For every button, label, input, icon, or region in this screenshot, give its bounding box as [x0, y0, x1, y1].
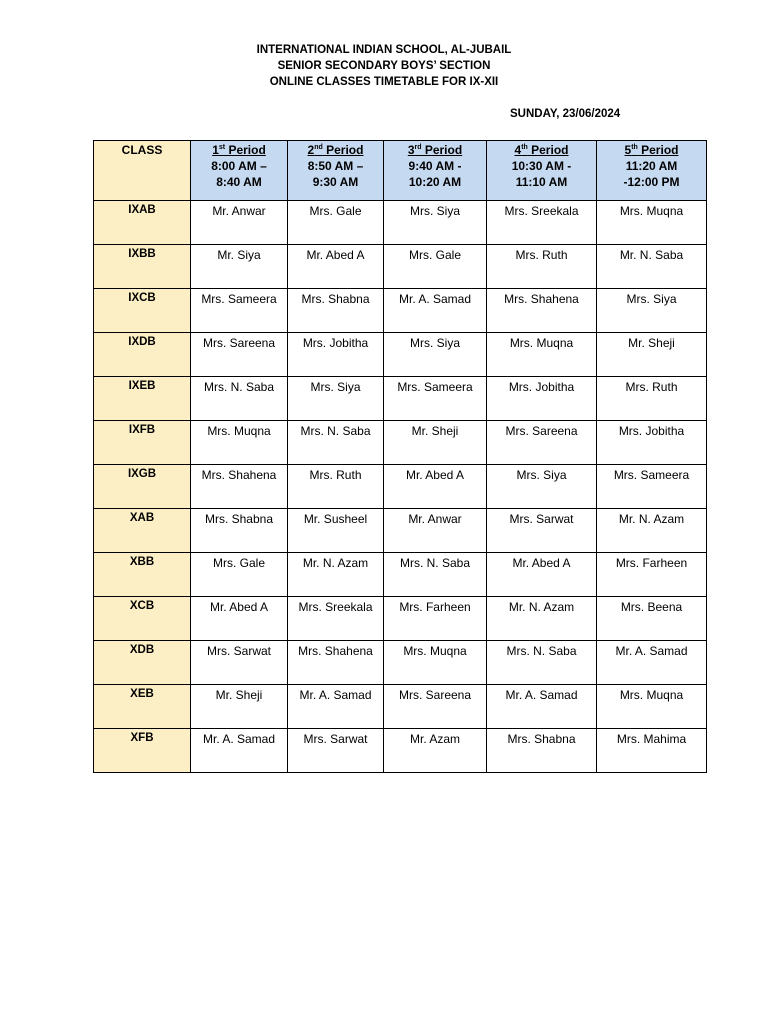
- period-title: 1st Period: [212, 143, 266, 157]
- teacher-cell: Mrs. Gale: [288, 201, 384, 245]
- period-end-time: 11:10 AM: [515, 175, 568, 189]
- period-header-4: [487, 141, 597, 201]
- teacher-cell: Mrs. Muqna: [597, 201, 707, 245]
- teacher-cell: Mrs. Farheen: [384, 597, 487, 641]
- table-row: [94, 289, 707, 333]
- period-title: 4th Period: [514, 143, 569, 157]
- class-name-cell: IXCB: [94, 289, 191, 333]
- teacher-cell: Mr. Anwar: [191, 201, 288, 245]
- table-row: [94, 597, 707, 641]
- teacher-cell: Mr. Sheji: [597, 333, 707, 377]
- teacher-cell: Mr. Sheji: [384, 421, 487, 465]
- period-start-time: 9:40 AM -: [408, 159, 462, 173]
- timetable-date: SUNDAY, 23/06/2024: [510, 108, 621, 120]
- period-header-5: [597, 141, 707, 201]
- teacher-cell: Mr. A. Samad: [288, 685, 384, 729]
- table-row: [94, 553, 707, 597]
- class-name-cell: XBB: [94, 553, 191, 597]
- teacher-cell: Mr. N. Azam: [597, 509, 707, 553]
- teacher-cell: Mrs. Siya: [487, 465, 597, 509]
- header-row: [94, 141, 707, 201]
- teacher-cell: Mr. Abed A: [487, 553, 597, 597]
- teacher-cell: Mrs. Gale: [191, 553, 288, 597]
- teacher-cell: Mrs. Muqna: [487, 333, 597, 377]
- class-name-cell: IXFB: [94, 421, 191, 465]
- class-name-cell: XAB: [94, 509, 191, 553]
- period-end-time: 10:20 AM: [408, 175, 462, 189]
- table-row: [94, 685, 707, 729]
- teacher-cell: Mr. Abed A: [384, 465, 487, 509]
- teacher-cell: Mrs. Shabna: [288, 289, 384, 333]
- table-row: [94, 509, 707, 553]
- teacher-cell: Mr. N. Azam: [288, 553, 384, 597]
- teacher-cell: Mrs. N. Saba: [487, 641, 597, 685]
- period-header-3: [384, 141, 487, 201]
- teacher-cell: Mrs. Sarwat: [191, 641, 288, 685]
- teacher-cell: Mrs. Mahima: [597, 729, 707, 773]
- teacher-cell: Mr. Abed A: [191, 597, 288, 641]
- period-start-time: 10:30 AM -: [511, 159, 572, 173]
- period-title: 3rd Period: [407, 143, 463, 157]
- teacher-cell: Mr. Abed A: [288, 245, 384, 289]
- teacher-cell: Mrs. Jobitha: [597, 421, 707, 465]
- teacher-cell: Mrs. Jobitha: [288, 333, 384, 377]
- class-name-cell: XCB: [94, 597, 191, 641]
- period-title: 5th Period: [624, 143, 679, 157]
- table-row: [94, 245, 707, 289]
- teacher-cell: Mrs. Siya: [288, 377, 384, 421]
- class-name-cell: IXGB: [94, 465, 191, 509]
- teacher-cell: Mrs. Ruth: [597, 377, 707, 421]
- teacher-cell: Mrs. Sreekala: [487, 201, 597, 245]
- teacher-cell: Mr. Siya: [191, 245, 288, 289]
- period-header-1: [191, 141, 288, 201]
- teacher-cell: Mrs. Sameera: [191, 289, 288, 333]
- class-name-cell: XFB: [94, 729, 191, 773]
- teacher-cell: Mr. N. Azam: [487, 597, 597, 641]
- period-end-time: 8:40 AM: [216, 175, 262, 189]
- teacher-cell: Mrs. Ruth: [288, 465, 384, 509]
- teacher-cell: Mrs. Sareena: [384, 685, 487, 729]
- teacher-cell: Mrs. Siya: [597, 289, 707, 333]
- teacher-cell: Mrs. N. Saba: [191, 377, 288, 421]
- period-start-time: 11:20 AM: [625, 159, 678, 173]
- teacher-cell: Mrs. Gale: [384, 245, 487, 289]
- school-name: INTERNATIONAL INDIAN SCHOOL, AL-JUBAIL: [256, 44, 512, 56]
- section-name: SENIOR SECONDARY BOYS’ SECTION: [277, 60, 491, 72]
- teacher-cell: Mr. A. Samad: [384, 289, 487, 333]
- teacher-cell: Mr. Susheel: [288, 509, 384, 553]
- timetable-body: [94, 201, 707, 773]
- teacher-cell: Mrs. Siya: [384, 333, 487, 377]
- teacher-cell: Mrs. Sareena: [487, 421, 597, 465]
- teacher-cell: Mr. Anwar: [384, 509, 487, 553]
- teacher-cell: Mrs. Sreekala: [288, 597, 384, 641]
- teacher-cell: Mrs. Shabna: [191, 509, 288, 553]
- period-start-time: 8:00 AM –: [211, 159, 267, 173]
- table-row: [94, 201, 707, 245]
- teacher-cell: Mr. Azam: [384, 729, 487, 773]
- timetable-title: ONLINE CLASSES TIMETABLE FOR IX-XII: [269, 76, 499, 88]
- teacher-cell: Mr. A. Samad: [597, 641, 707, 685]
- teacher-cell: Mr. A. Samad: [487, 685, 597, 729]
- document-header: [0, 42, 768, 90]
- table-row: [94, 465, 707, 509]
- teacher-cell: Mrs. Ruth: [487, 245, 597, 289]
- table-row: [94, 729, 707, 773]
- teacher-cell: Mrs. Muqna: [191, 421, 288, 465]
- teacher-cell: Mrs. Siya: [384, 201, 487, 245]
- teacher-cell: Mr. Sheji: [191, 685, 288, 729]
- teacher-cell: Mrs. Shahena: [288, 641, 384, 685]
- period-end-time: -12:00 PM: [623, 175, 680, 189]
- class-name-cell: IXBB: [94, 245, 191, 289]
- period-end-time: 9:30 AM: [312, 175, 359, 189]
- period-title: 2nd Period: [307, 143, 364, 157]
- period-start-time: 8:50 AM –: [307, 159, 364, 173]
- teacher-cell: Mrs. Sameera: [597, 465, 707, 509]
- teacher-cell: Mr. A. Samad: [191, 729, 288, 773]
- teacher-cell: Mrs. Beena: [597, 597, 707, 641]
- class-name-cell: IXDB: [94, 333, 191, 377]
- class-column-header: CLASS: [94, 141, 191, 201]
- teacher-cell: Mrs. Farheen: [597, 553, 707, 597]
- teacher-cell: Mr. N. Saba: [597, 245, 707, 289]
- teacher-cell: Mrs. Jobitha: [487, 377, 597, 421]
- timetable-table: [93, 140, 707, 773]
- table-row: [94, 421, 707, 465]
- teacher-cell: Mrs. Sameera: [384, 377, 487, 421]
- teacher-cell: Mrs. Shahena: [487, 289, 597, 333]
- table-row: [94, 641, 707, 685]
- class-name-cell: XDB: [94, 641, 191, 685]
- teacher-cell: Mrs. N. Saba: [384, 553, 487, 597]
- class-name-cell: XEB: [94, 685, 191, 729]
- teacher-cell: Mrs. Sarwat: [487, 509, 597, 553]
- teacher-cell: Mrs. Shahena: [191, 465, 288, 509]
- class-name-cell: IXAB: [94, 201, 191, 245]
- table-row: [94, 333, 707, 377]
- teacher-cell: Mrs. Muqna: [597, 685, 707, 729]
- table-row: [94, 377, 707, 421]
- teacher-cell: Mrs. Sarwat: [288, 729, 384, 773]
- period-header-2: [288, 141, 384, 201]
- teacher-cell: Mrs. Sareena: [191, 333, 288, 377]
- teacher-cell: Mrs. Muqna: [384, 641, 487, 685]
- teacher-cell: Mrs. N. Saba: [288, 421, 384, 465]
- class-name-cell: IXEB: [94, 377, 191, 421]
- teacher-cell: Mrs. Shabna: [487, 729, 597, 773]
